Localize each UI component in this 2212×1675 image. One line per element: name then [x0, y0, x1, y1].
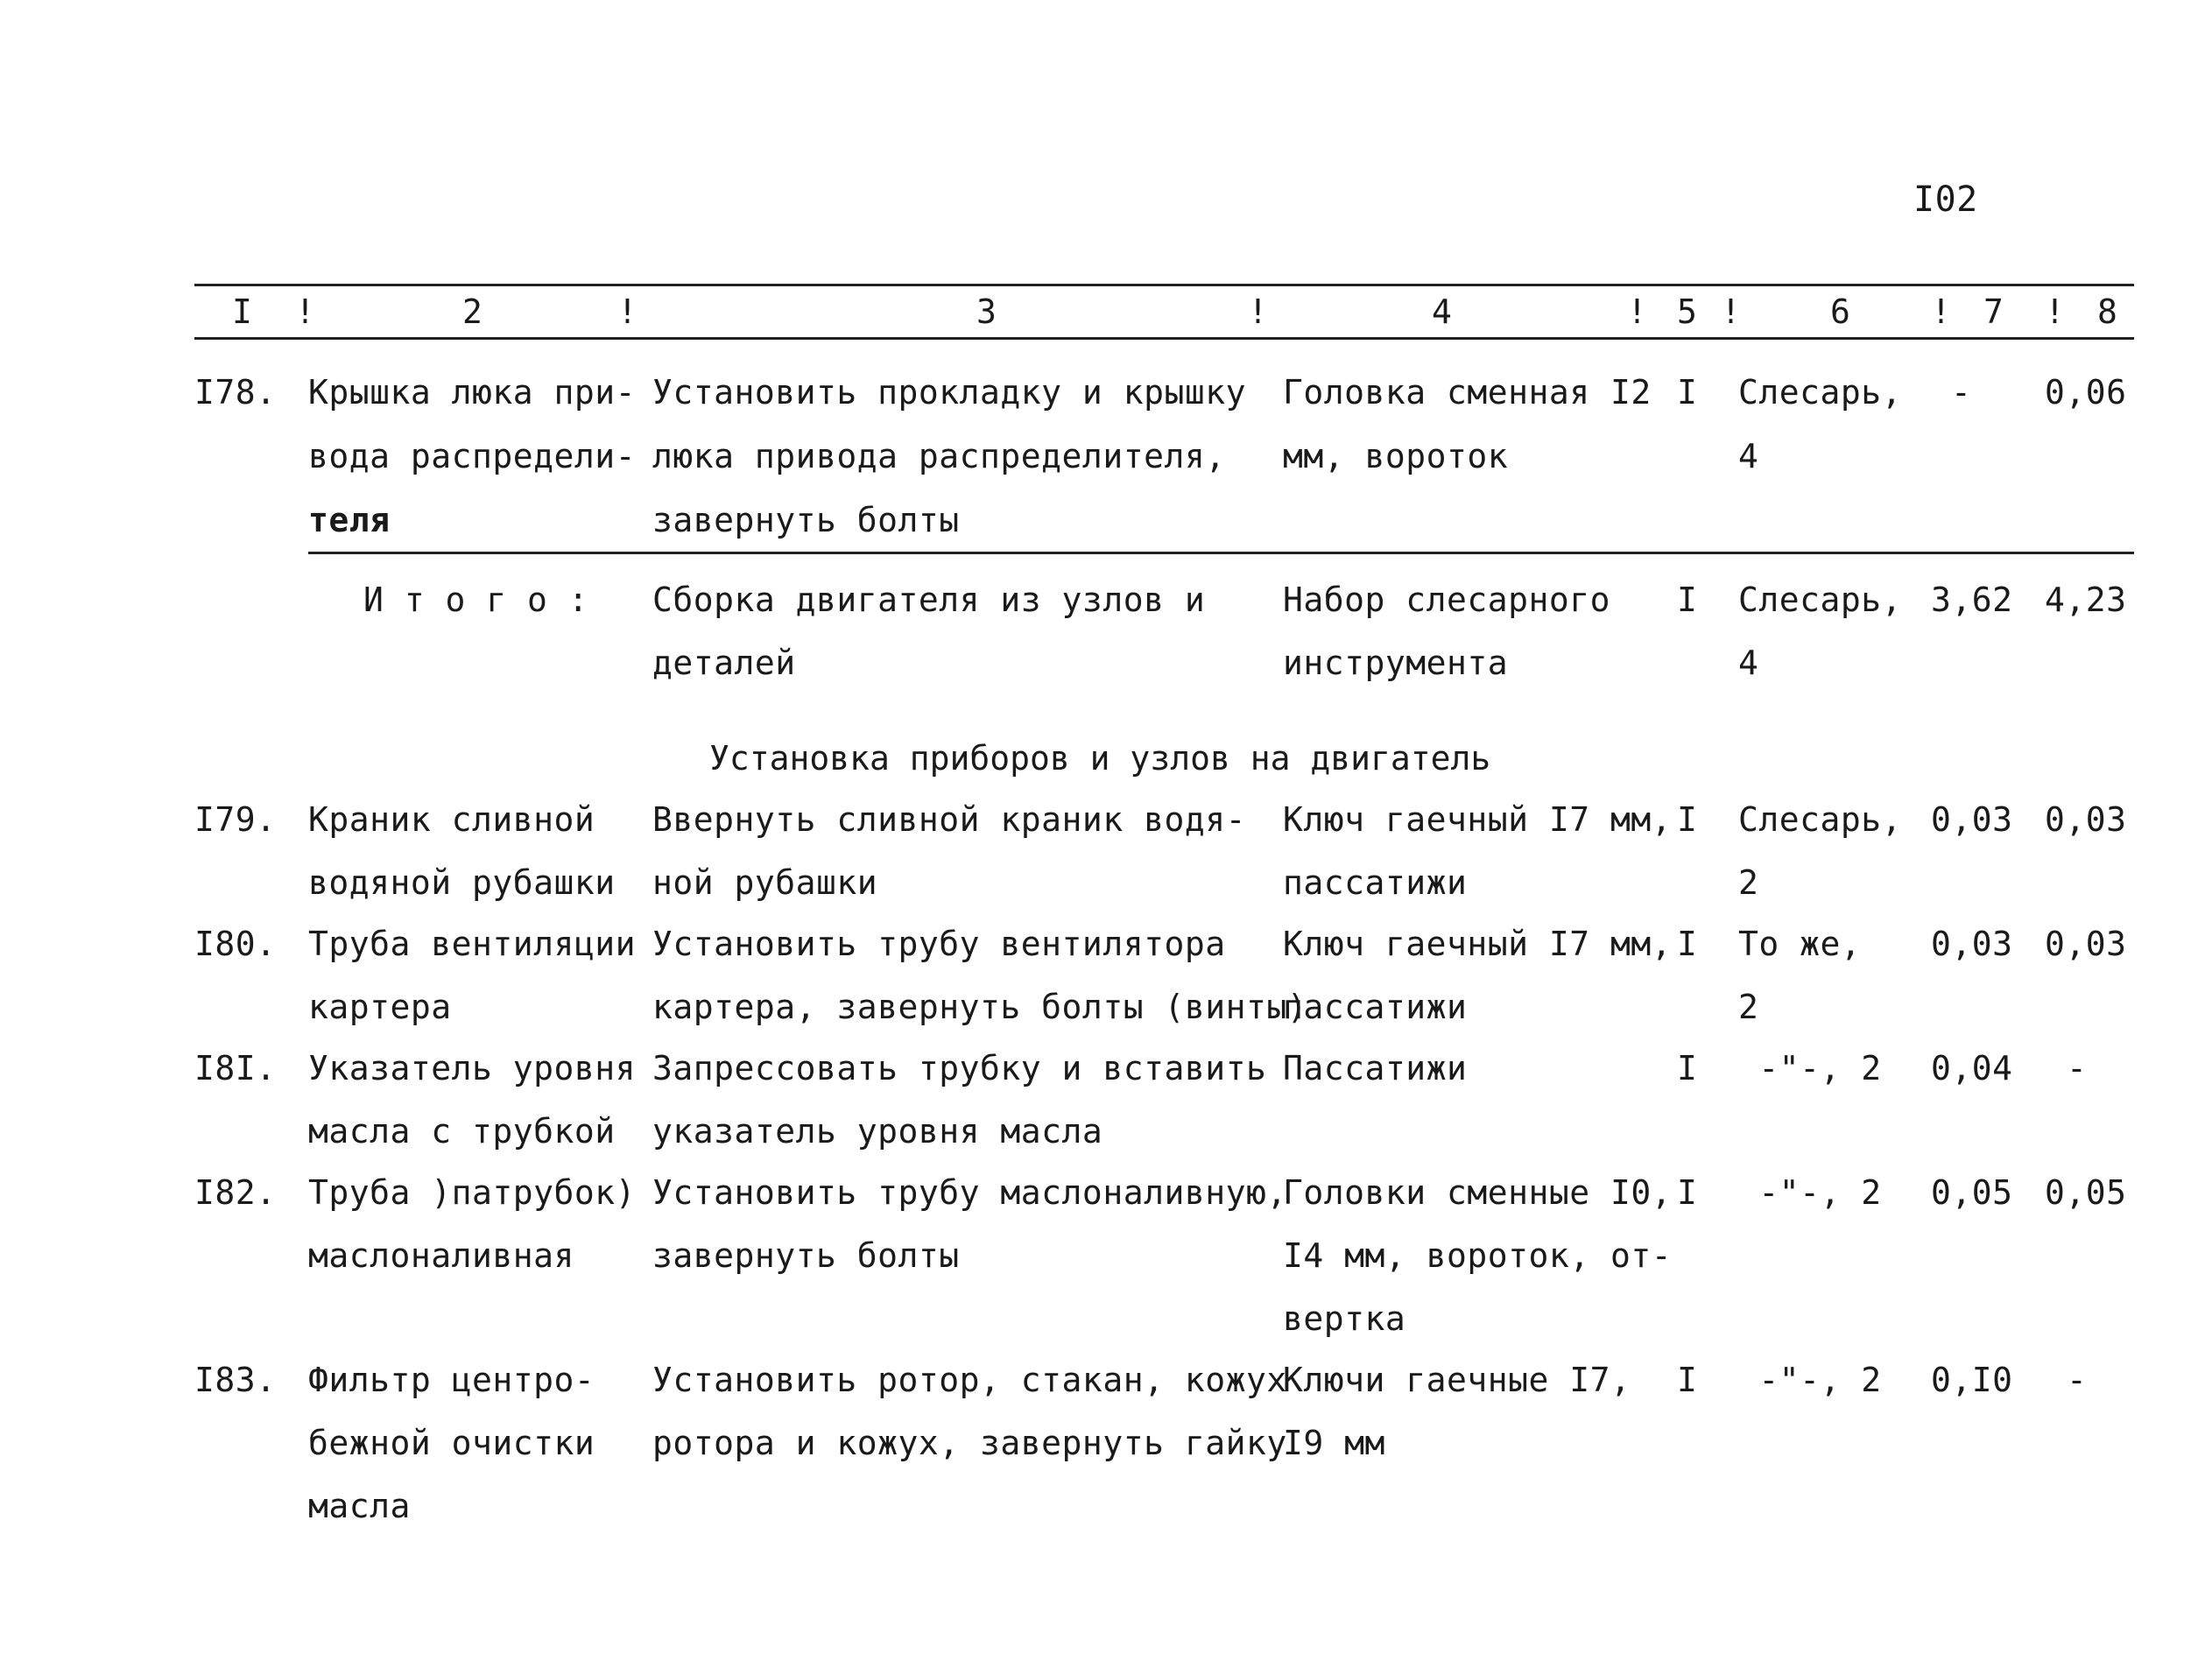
header-sep: ! [1248, 292, 1268, 331]
quantity: I [1677, 1361, 1698, 1399]
header-bottom-rule [194, 337, 2134, 340]
col7-value: 0,04 [1931, 1049, 2013, 1087]
operation-line: люка привода распределителя, [652, 437, 1226, 475]
worker-line: -"-, 2 [1738, 1049, 1882, 1087]
quantity: I [1677, 1173, 1698, 1212]
header-col-1: I [232, 292, 252, 331]
total-rule [308, 552, 2134, 554]
header-col-6: 6 [1830, 292, 1850, 331]
worker-line: -"-, 2 [1738, 1361, 1882, 1399]
quantity: I [1677, 373, 1698, 412]
header-sep: ! [1931, 292, 1951, 331]
col8-value: 0,03 [2045, 925, 2127, 963]
tools-line: вертка [1283, 1299, 1406, 1338]
col8-value: 0,06 [2045, 373, 2127, 412]
col7-value: 0,03 [1931, 925, 2013, 963]
operation-line: завернуть болты [652, 1236, 960, 1275]
tools-line: I9 мм [1283, 1424, 1385, 1462]
worker-line: То же, [1738, 925, 1862, 963]
worker-line: 4 [1738, 644, 1759, 682]
header-col-8: 8 [2097, 292, 2117, 331]
tools-line: Головка сменная I2 [1283, 373, 1652, 412]
header-sep: ! [2045, 292, 2065, 331]
col8-value: - [2067, 1049, 2088, 1087]
tools-line: пассатижи [1283, 988, 1468, 1026]
worker-line: 2 [1738, 988, 1759, 1026]
operation-line: ной рубашки [652, 863, 878, 902]
quantity: I [1677, 581, 1698, 619]
operation-line: ротора и кожух, завернуть гайку [652, 1424, 1287, 1462]
worker-line: -"-, 2 [1738, 1173, 1882, 1212]
quantity: I [1677, 925, 1698, 963]
operation-line: Ввернуть сливной краник водя- [652, 800, 1246, 839]
item-line: Крышка люка при- [308, 373, 637, 412]
col7-value: 0,03 [1931, 800, 2013, 839]
row-number: I79. [194, 800, 277, 839]
quantity: I [1677, 1049, 1698, 1087]
page-number: I02 [1913, 179, 1978, 220]
header-col-5: 5 [1677, 292, 1697, 331]
tools-line: Пассатижи [1283, 1049, 1468, 1087]
worker-line: 2 [1738, 863, 1759, 902]
worker-line: Слесарь, [1738, 373, 1903, 412]
tools-line: инструмента [1283, 644, 1509, 682]
header-sep: ! [617, 292, 638, 331]
header-sep: ! [1627, 292, 1647, 331]
item-line: бежной очистки [308, 1424, 595, 1462]
col7-value: - [1951, 373, 1972, 412]
col8-value: 0,03 [2045, 800, 2127, 839]
col7-value: 3,62 [1931, 581, 2013, 619]
col7-value: 0,I0 [1931, 1361, 2013, 1399]
header-sep: ! [1721, 292, 1741, 331]
operation-line: Установить прокладку и крышку [652, 373, 1246, 412]
operation-line: Установить трубу вентилятора [652, 925, 1226, 963]
worker-line: 4 [1738, 437, 1759, 475]
tools-line: Ключ гаечный I7 мм, [1283, 925, 1673, 963]
row-number: I78. [194, 373, 277, 412]
operation-line: указатель уровня масла [652, 1112, 1103, 1151]
col8-value: 4,23 [2045, 581, 2127, 619]
item-line: Краник сливной [308, 800, 595, 839]
operation-line: Установить ротор, стакан, кожух [652, 1361, 1287, 1399]
tools-line: I4 мм, вороток, от- [1283, 1236, 1673, 1275]
item-line: теля [308, 501, 391, 539]
worker-line: Слесарь, [1738, 800, 1903, 839]
tools-line: Ключ гаечный I7 мм, [1283, 800, 1673, 839]
worker-line: Слесарь, [1738, 581, 1903, 619]
item-line: маслоналивная [308, 1236, 574, 1275]
item-line: картера [308, 988, 452, 1026]
operation-line: деталей [652, 644, 796, 682]
item-line: вода распредели- [308, 437, 637, 475]
header-col-3: 3 [976, 292, 997, 331]
col7-value: 0,05 [1931, 1173, 2013, 1212]
operation-line: Установить трубу маслоналивную, [652, 1173, 1287, 1212]
tools-line: Ключи гаечные I7, [1283, 1361, 1631, 1399]
row-number: I82. [194, 1173, 277, 1212]
header-col-4: 4 [1432, 292, 1452, 331]
header-sep: ! [295, 292, 315, 331]
tools-line: мм, вороток [1283, 437, 1509, 475]
operation-line: картера, завернуть болты (винты) [652, 988, 1308, 1026]
tools-line: Набор слесарного [1283, 581, 1611, 619]
row-number: I80. [194, 925, 277, 963]
header-top-rule [194, 284, 2134, 286]
tools-line: пассатижи [1283, 863, 1468, 902]
operation-line: Сборка двигателя из узлов и [652, 581, 1206, 619]
row-number: I8I. [194, 1049, 277, 1087]
item-line: Труба )патрубок) [308, 1173, 637, 1212]
total-label: И т о г о : [363, 581, 589, 619]
header-col-2: 2 [462, 292, 483, 331]
operation-line: завернуть болты [652, 501, 960, 539]
item-line: Труба вентиляции [308, 925, 637, 963]
item-line: Указатель уровня [308, 1049, 637, 1087]
operation-line: Запрессовать трубку и вставить [652, 1049, 1267, 1087]
item-line: Фильтр центро- [308, 1361, 595, 1399]
tools-line: Головки сменные I0, [1283, 1173, 1673, 1212]
item-line: водяной рубашки [308, 863, 616, 902]
section-title: Установка приборов и узлов на двигатель [709, 739, 1491, 778]
row-number: I83. [194, 1361, 277, 1399]
item-line: масла [308, 1487, 411, 1525]
item-line: масла с трубкой [308, 1112, 616, 1151]
header-col-7: 7 [1983, 292, 2004, 331]
quantity: I [1677, 800, 1698, 839]
col8-value: - [2067, 1361, 2088, 1399]
col8-value: 0,05 [2045, 1173, 2127, 1212]
